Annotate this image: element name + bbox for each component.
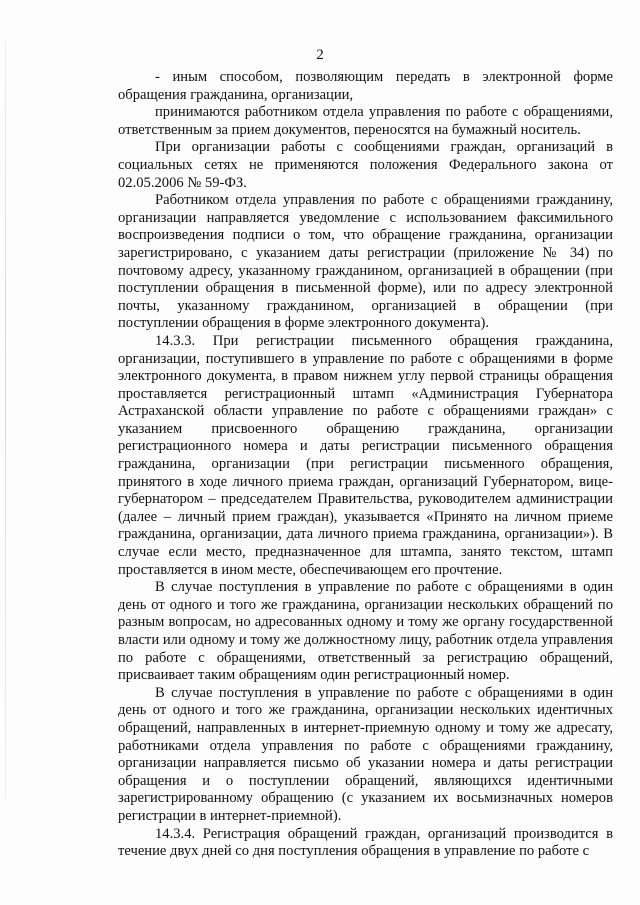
paragraph-acceptance: принимаются работником отдела управления по работе с обращениями, ответственным за прием документов, переносятся на бумажный носитель. xyxy=(118,104,613,138)
paragraph-identical-appeals: В случае поступления в управление по работе с обращениями в один день от одного и того же гражданина, организации нескольких идентичных обращений, направленных в интернет-приемную одному и тому же адресату, работниками отдела управления по работе с обращениями гражданину, организации направляется письмо об указании номера и даты регистрации обращения и о поступлении обращений, являющихся идентичными зарегистрированному обращению (с указанием их восьмизначных номеров регистрации в интернет-приемной). xyxy=(118,684,613,824)
paragraph-multiple-appeals: В случае поступления в управление по работе с обращениями в один день от одного и того же гражданина, организации нескольких обращений по разным вопросам, но адресованных одному и тому же органу государственной власти или одному и тому же должностному лицу, работник отдела управления по работе с обращениями, ответственный за регистрацию обращений, присваивает таким обращениям один регистрационный номер. xyxy=(118,579,613,684)
paragraph-social-networks: При организации работы с сообщениями граждан, организаций в социальных сетях не применяются положения Федерального закона от 02.05.2006 № 59-ФЗ. xyxy=(118,139,613,191)
paragraph-14-3-3: 14.3.3. При регистрации письменного обращения гражданина, организации, поступившего в управление по работе с обращениями в форме электронного документа, в правом нижнем углу первой страницы обращения проставляется регистрационный штамп «Администрация Губернатора Астраханской области управление по работе с обращениями граждан» с указанием присвоенного обращению гражданина, организации регистрационного номера и даты регистрации письменного обращения гражданина, организации (при регистрации письменного обращения, принятого в ходе личного приема граждан, организаций Губернатором, вице-губернатором – председателем Правительства, руководителем администрации (далее – личный прием граждан), указывается «Принято на личном приеме гражданина, организации, дата личного приема гражданина, организации»). В случае если место, предназначенное для штампа, занято текстом, штамп проставляется в ином месте, обеспечивающем его прочтение. xyxy=(118,332,613,578)
document-body xyxy=(118,69,613,861)
scan-edge-shadow xyxy=(5,40,6,800)
paragraph-list-item: - иным способом, позволяющим передать в электронной форме обращения гражданина, организации, xyxy=(118,69,613,103)
paragraph-14-3-4: 14.3.4. Регистрация обращений граждан, организаций производится в течение двух дней со дня поступления обращения в управление по работе с xyxy=(118,825,613,860)
paragraph-notification: Работником отдела управления по работе с обращениями гражданину, организации направляется уведомление с использованием факсимильного воспроизведения подписи о том, что обращение гражданина, организации зарегистрировано, с указанием даты регистрации (приложение № 34) по почтовому адресу, указанному гражданином, организацией в обращении (при поступлении обращения в письменной форме), или по адресу электронной почты, указанному гражданином, организацией в обращении (при поступлении обращения в форме электронного документа). xyxy=(118,192,613,332)
page-number: 2 xyxy=(316,47,324,63)
